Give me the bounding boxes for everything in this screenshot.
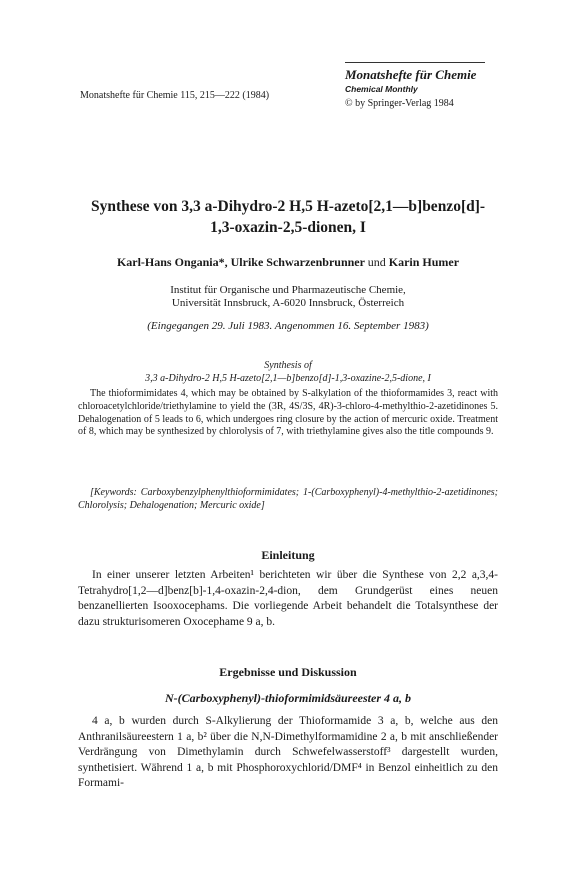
abstract-text: The thioformimidates 4, which may be obtained by S-alkylation of the thioformamides 3, react with chloroacetylchloride/triethylamine to yield the (3R, 4S/3S, 4R)-3-chloro-4-methylthio-2-azetidinones 5. Dehalogenation of 5 leads to 6, which undergoes ring closure by the action of mercuric oxide. Treatment of 8, which may be synthesized by chlorolysis of 7, with triethylamine gives also the title compounds 9.	[78, 388, 498, 438]
copyright-notice: © by Springer-Verlag 1984	[345, 98, 454, 109]
journal-subtitle: Chemical Monthly	[345, 84, 418, 94]
subsection-heading: N-(Carboxyphenyl)-thioformimidsäureester 4 a, b	[165, 691, 411, 705]
authors-part-2: Karin Humer	[388, 255, 460, 269]
authors-part-1: Karl-Hans Ongania*, Ulrike Schwarzenbrunner	[116, 255, 365, 269]
keywords: [Keywords: Carboxybenzylphenylthioformimidates; 1-(Carboxyphenyl)-4-methylthio-2-azetidinones; Chlorolysis; Dehalogenation; Mercuric oxide]	[78, 487, 498, 511]
author-list	[78, 255, 498, 270]
citation-line: Monatshefte für Chemie 115, 215—222 (1984)	[80, 90, 270, 101]
authors-and: und	[367, 255, 386, 269]
article-title	[78, 196, 498, 238]
abstract-title-line-1: Synthesis of	[264, 360, 312, 371]
journal-masthead	[345, 62, 485, 109]
title-line-1: Synthese von 3,3 a-Dihydro-2 H,5 H-azeto[2,1—b]benzo[d]-	[90, 198, 486, 215]
journal-name: Monatshefte für Chemie	[345, 67, 477, 82]
einleitung-paragraph: In einer unserer letzten Arbeiten¹ berichteten wir über die Synthese von 2,2 a,3,4-Tetrahydro[1,2—d]benz[b]-1,4-oxazin-2,4-dion, dem Grundgerüst eines neuen benzanellierten Isooxocephams. Die vorliegende Arbeit behandelt die Totalsynthese der dazu strukturisomeren Oxocephame 9 a, b.	[78, 569, 498, 628]
title-line-2: 1,3-oxazin-2,5-dionen, I	[210, 219, 366, 236]
section-heading-ergebnisse: Ergebnisse und Diskussion	[219, 665, 357, 679]
affiliation-line-1: Institut für Organische und Pharmazeutische Chemie,	[170, 284, 406, 296]
section-heading-einleitung: Einleitung	[261, 548, 315, 562]
received-dates: (Eingegangen 29. Juli 1983. Angenommen 16. September 1983)	[147, 320, 429, 332]
abstract-title-line-2: 3,3 a-Dihydro-2 H,5 H-azeto[2,1—b]benzo[d]-1,3-oxazine-2,5-dione, I	[145, 373, 431, 384]
ergebnisse-paragraph: 4 a, b wurden durch S-Alkylierung der Thioformamide 3 a, b, welche aus den Anthranilsäureestern 1 a, b² über die N,N-Dimethylformamidine 2 a, b mit anschließender Verdrängung von Dimethylamin durch Schwefelwasserstoff³ dargestellt wurden, synthetisiert. Während 1 a, b mit Phosphoroxychlorid/DMF⁴ in Benzol einheitlich zu den Formami-	[78, 715, 498, 789]
affiliation	[78, 284, 498, 310]
affiliation-line-2: Universität Innsbruck, A-6020 Innsbruck, Österreich	[171, 297, 405, 309]
